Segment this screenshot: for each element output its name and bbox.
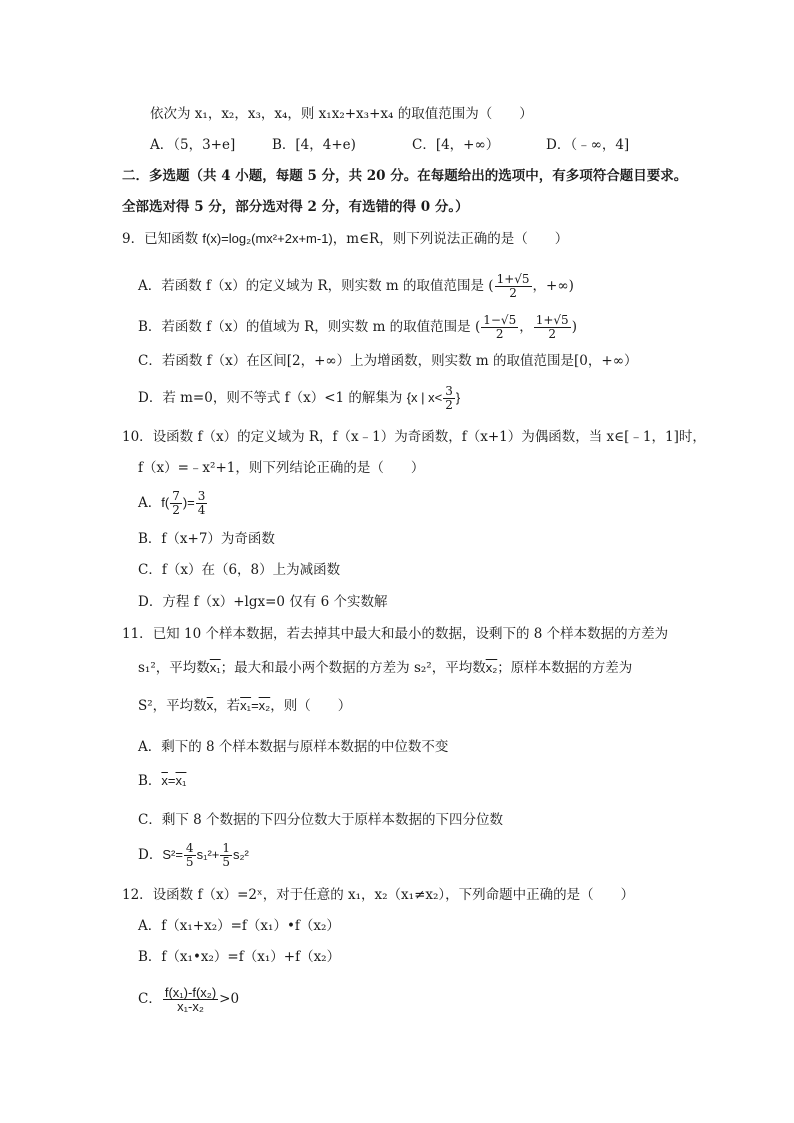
- q11-option-c[interactable]: C．剩下 8 个数据的下四分位数大于原样本数据的下四分位数: [138, 812, 504, 828]
- q8-option-d[interactable]: D．（﹣∞，4]: [546, 137, 630, 153]
- q12-c-tail: >0: [219, 991, 240, 1007]
- q12-c-pre: C．: [138, 991, 162, 1007]
- q9-option-c[interactable]: C．若函数 f（x）在区间[2，+∞）上为增函数，则实数 m 的取值范围是[0，+∞）: [138, 353, 638, 369]
- q11-stem-line2: [138, 659, 632, 677]
- q11-d-fraction-1: [184, 842, 196, 869]
- q9-d-fraction: [443, 385, 455, 412]
- q11-stem2-e: ；原样本数据的方差为: [497, 660, 633, 676]
- q10-a-result-fraction: [196, 490, 208, 517]
- q12-option-c[interactable]: [138, 985, 239, 1013]
- q10-a-rnum: 3: [197, 489, 206, 503]
- q11-b-x1: x₁: [175, 773, 187, 788]
- q8-option-c[interactable]: C．[4，+∞）: [412, 137, 500, 153]
- q12-stem: [122, 886, 634, 904]
- q11-option-a[interactable]: A．剩下的 8 个样本数据与原样本数据的中位数不变: [138, 739, 449, 755]
- q9-number: 9．: [122, 231, 145, 247]
- q12-c-num: f(x₁)-f(x₂): [164, 985, 217, 1000]
- q11-option-b[interactable]: [138, 772, 186, 790]
- q9-a-tail: ，+∞): [532, 278, 574, 294]
- q10-option-d[interactable]: D．方程 f（x）+lgx=0 仅有 6 个实数解: [138, 594, 388, 610]
- q11-b-x: $\overline{x}$: [161, 773, 168, 788]
- q9-b-fraction-2: [534, 314, 571, 341]
- q9-b-fraction-1: [481, 314, 518, 341]
- q10-option-c[interactable]: C．f（x）在（6，8）上为减函数: [138, 562, 341, 578]
- q11-d-n1: 4: [185, 841, 194, 855]
- q11-d-m1: s₁²+: [196, 847, 220, 862]
- q11-b-pre: B．: [138, 773, 162, 789]
- q11-cond-x1: x₁: [240, 698, 252, 713]
- q9-a-fraction: [495, 273, 532, 300]
- q11-stem-line3: [138, 697, 351, 715]
- q8-option-b[interactable]: B．[4，4+e): [272, 137, 356, 153]
- section2-heading-line1: 二．多选题（共 4 小题，每题 5 分，共 20 分。在每题给出的选项中，有多项符合题目要求。: [122, 168, 688, 184]
- q12-stem-text: 设函数 f（x）=2ˣ，对于任意的 x₁，x₂（x₁≠x₂），下列命题中正确的是（ ）: [152, 887, 635, 903]
- q11-mean-x1: x₁: [209, 660, 221, 675]
- q10-stem1: 设函数 f（x）的定义域为 R，f（x﹣1）为奇函数，f（x+1）为偶函数，当 x∈[﹣1，1]时，: [152, 429, 706, 445]
- section2-heading-line2: 全部选对得 5 分，部分选对得 2 分，有选错的得 0 分。）: [122, 199, 469, 215]
- q11-stem-line1: [122, 625, 668, 643]
- q9-d-text: D．若 m=0，则不等式 f（x）<1 的解集为: [138, 390, 403, 406]
- q10-stem-line2: f（x）=﹣x²+1，则下列结论正确的是（ ）: [138, 460, 425, 476]
- q11-option-d[interactable]: [138, 842, 249, 869]
- q10-a-pre: A．: [138, 495, 162, 511]
- q9-b-den2: 2: [548, 327, 557, 341]
- q12-c-den: x₁-x₂: [177, 999, 204, 1014]
- q8-option-a[interactable]: A．（5，3+e]: [150, 137, 236, 153]
- q8-stem: 依次为 x₁，x₂，x₃，x₄，则 x₁x₂+x₃+x₄ 的取值范围为（ ）: [150, 106, 533, 122]
- q9-stem-post: ，m∈R，则下列说法正确的是（ ）: [332, 231, 569, 247]
- q11-d-n2: 1: [222, 841, 231, 855]
- q10-a-f: f(: [161, 495, 170, 510]
- q11-d-fraction-2: [220, 842, 232, 869]
- q12-option-a[interactable]: A．f（x₁+x₂）=f（x₁）•f（x₂）: [138, 918, 340, 934]
- q10-a-eq: )=: [182, 495, 195, 510]
- q9-option-d[interactable]: D．若 m=0，则不等式 f（x）<1 的解集为 {x | x< $\frac{3}{2}$ }: [138, 384, 461, 412]
- q9-option-a[interactable]: A．若函数 f（x）的定义域为 R，则实数 m 的取值范围是 ( $\frac{1+√5}{2}$ ，+∞): [138, 272, 574, 300]
- q11-d-d2: 5: [222, 855, 231, 869]
- q10-a-den: 2: [172, 503, 180, 517]
- q12-number: 12．: [122, 887, 153, 903]
- q11-stem3-c: ，若: [213, 698, 241, 714]
- q9-function: f(x)=log₂(mx²+2x+m-1): [202, 231, 333, 246]
- q9-b-num1: 1−√5: [483, 313, 517, 327]
- q10-a-num: 7: [172, 489, 180, 503]
- q11-b-eq: =: [167, 773, 176, 788]
- q9-a-den: 2: [509, 286, 517, 300]
- q12-c-fraction: [163, 986, 218, 1013]
- q11-cond-x2: x₂: [258, 698, 271, 713]
- q11-stem1: 已知 10 个样本数据，若去掉其中最大和最小的数据，设剩下的 8 个样本数据的方差为: [152, 626, 669, 642]
- q10-number: 10．: [122, 429, 153, 445]
- q9-b-num2: 1+√5: [535, 313, 569, 327]
- q11-stem2-c: ；最大和最小两个数据的方差为 s₂²，平均数: [220, 660, 486, 676]
- q11-stem3-g: ，则（ ）: [270, 698, 352, 714]
- q9-d-num: 3: [445, 384, 453, 398]
- q11-d-d1: 5: [185, 855, 194, 869]
- q11-mean-x2: x₂: [485, 660, 498, 675]
- q9-b-text: B．若函数 f（x）的值域为 R，则实数 m 的取值范围是: [138, 319, 471, 335]
- q9-a-text: A．若函数 f（x）的定义域为 R，则实数 m 的取值范围是: [138, 278, 484, 294]
- q11-cond-eq: =: [251, 698, 259, 713]
- q9-d-den: 2: [445, 398, 453, 412]
- q11-d-s: S²=: [162, 847, 183, 862]
- q9-option-b[interactable]: B．若函数 f（x）的值域为 R，则实数 m 的取值范围是 ( $\frac{1-√5}{2}$ ， $\frac{1+√5}{2}$ ): [138, 313, 577, 341]
- q9-stem: [122, 230, 568, 248]
- q10-option-a[interactable]: [138, 490, 208, 517]
- q10-stem-line1: [122, 428, 706, 446]
- q10-a-fraction: [170, 490, 182, 517]
- q10-a-rden: 4: [197, 503, 206, 517]
- q11-stem2-a: s₁²，平均数: [138, 660, 210, 676]
- q10-option-b[interactable]: B．f（x+7）为奇函数: [138, 531, 275, 547]
- q11-d-pre: D．: [138, 847, 163, 863]
- q11-d-m2: s₂²: [233, 847, 249, 862]
- q12-option-b[interactable]: B．f（x₁•x₂）=f（x₁）+f（x₂）: [138, 949, 341, 965]
- q11-stem3-a: S²，平均数: [138, 698, 207, 714]
- q9-d-set: {x | x<: [406, 390, 443, 405]
- q11-number: 11．: [122, 626, 153, 642]
- q9-b-den1: 2: [495, 327, 504, 341]
- q9-stem-pre: 已知函数: [144, 231, 199, 247]
- q11-mean-x: $\overline{x}$: [206, 698, 214, 713]
- q9-a-num: 1+√5: [496, 272, 530, 286]
